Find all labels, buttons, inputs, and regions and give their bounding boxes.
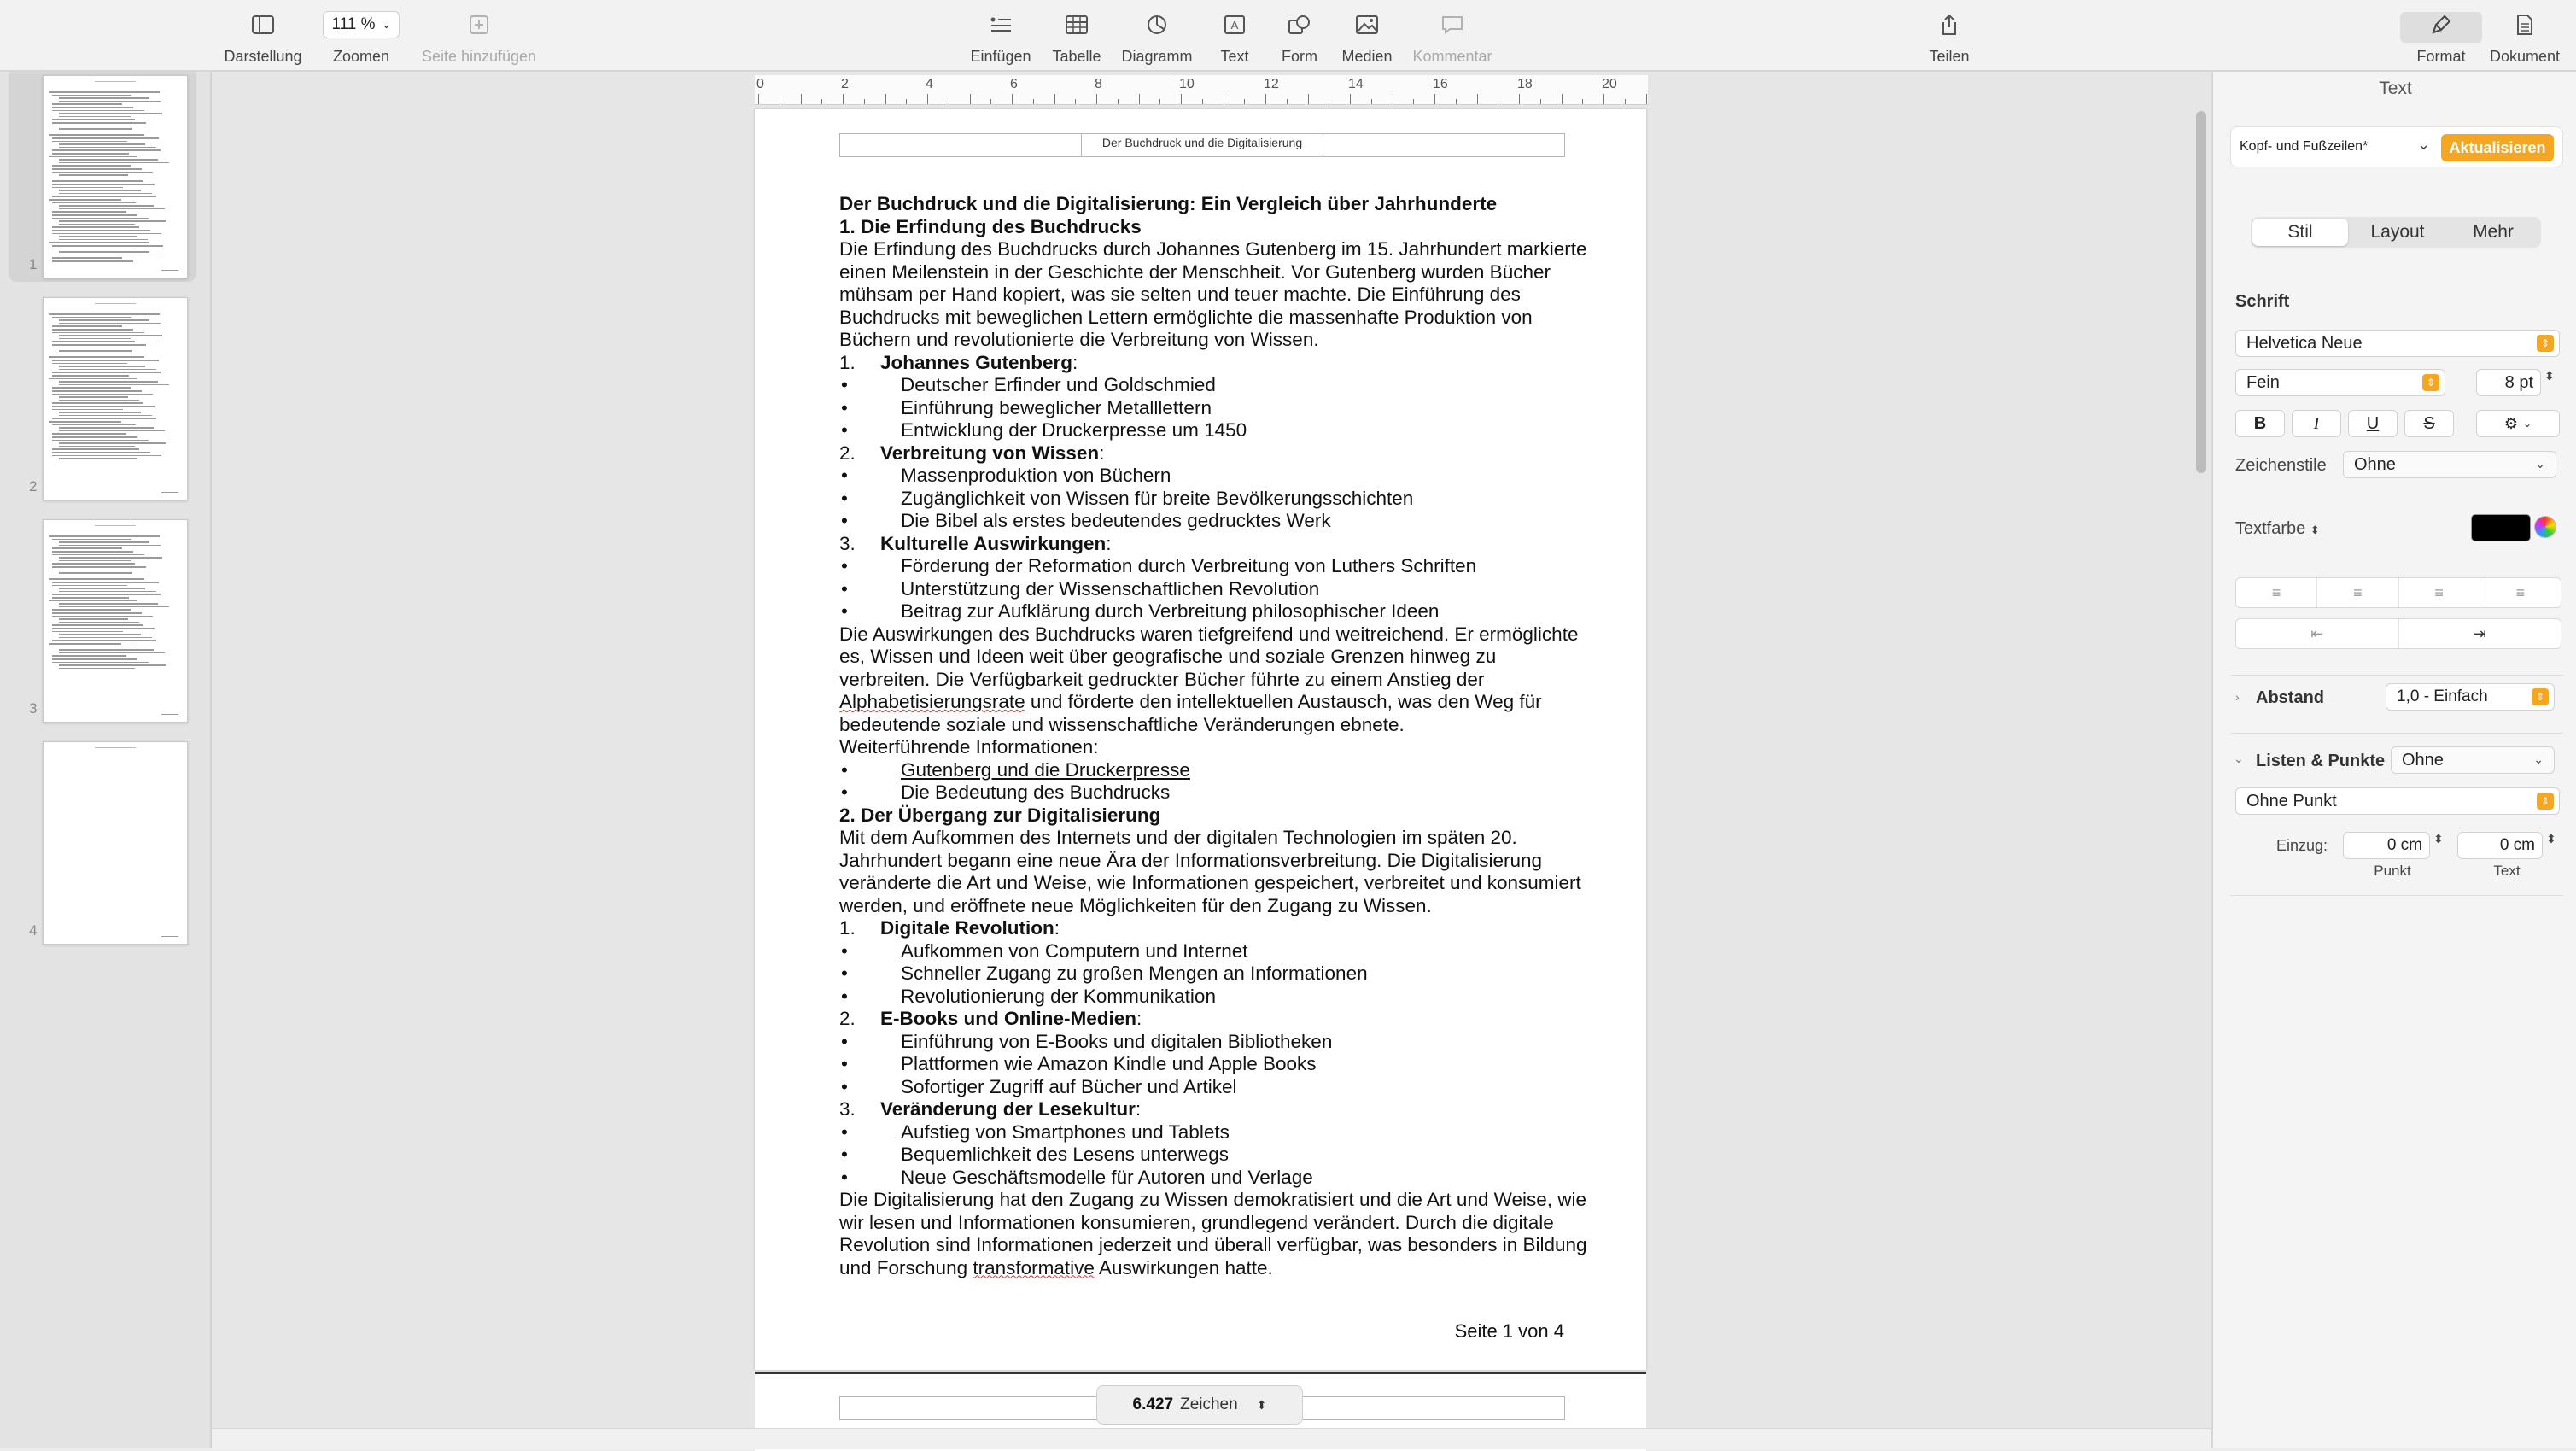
- ruler-tick: [1118, 99, 1119, 104]
- paragraph-style-value: Kopf- und Fußzeilen*: [2240, 139, 2369, 154]
- ruler-tick: [1562, 94, 1563, 104]
- ruler-label: 10: [1179, 77, 1195, 91]
- shape-label: Form: [1282, 48, 1317, 65]
- ruler-label: 8: [1095, 77, 1102, 91]
- list-item: • Beitrag zur Aufklärung durch Verbreitung philosophischer Ideen: [841, 600, 1440, 622]
- char-count: 6.427: [1132, 1395, 1174, 1413]
- inspector-tabs: [2251, 217, 2541, 248]
- list-item: • Sofortiger Zugriff auf Bücher und Artikel: [841, 1075, 1237, 1097]
- lists-label[interactable]: Listen & Punkte: [2256, 752, 2386, 770]
- hyperlink[interactable]: Gutenberg und die Druckerpresse: [901, 758, 1190, 781]
- align-left-icon[interactable]: ≡: [2236, 578, 2317, 607]
- list-item: 1. Digitale Revolution:: [839, 917, 1060, 939]
- table-icon: [1066, 10, 1088, 39]
- bullet-select[interactable]: [2235, 787, 2560, 815]
- gear-icon: ⚙: [2503, 414, 2519, 432]
- table-label: Tabelle: [1052, 48, 1101, 65]
- ruler-tick: [1139, 94, 1140, 104]
- ruler-tick: [1625, 99, 1626, 104]
- ruler-tick: [801, 94, 802, 104]
- align-center-icon[interactable]: ≡: [2317, 578, 2398, 607]
- char-styles-label: Zeichenstile: [2235, 456, 2327, 475]
- ruler-tick: [1477, 94, 1478, 104]
- spacing-value: 1,0 - Einfach: [2397, 687, 2488, 705]
- ruler-label: 0: [756, 77, 764, 91]
- paragraph: Die Digitalisierung hat den Zugang zu Wissen demokratisiert und die Art und Weise, wie wir lesen und Informationen konsumieren, grundlegend verändert. Durch die digitale Revolution sind Informationen jederzeit und überall verfügbar, was besonders in Bildung und Forschung transformative Auswirkungen hatte.: [839, 1189, 1587, 1278]
- chevron-right-icon[interactable]: ›: [2235, 690, 2240, 704]
- ruler-tick: [1012, 94, 1013, 104]
- list-item: • Aufstieg von Smartphones und Tablets: [841, 1120, 1230, 1143]
- view-label: Darstellung: [224, 48, 302, 65]
- popup-arrows-icon: ⇕: [2422, 374, 2439, 391]
- section-heading: 2. Der Übergang zur Digitalisierung: [839, 804, 1161, 826]
- chart-icon: [1147, 10, 1167, 39]
- list-item: • Deutscher Erfinder und Goldschmied: [841, 374, 1216, 395]
- char-styles-value: Ohne: [2354, 454, 2396, 474]
- ruler-tick: [906, 99, 907, 104]
- page-footer[interactable]: Seite 1 von 4: [1454, 1320, 1564, 1342]
- share-button[interactable]: [1885, 10, 2013, 66]
- comment-label: Kommentar: [1412, 48, 1492, 65]
- align-right-icon[interactable]: ≡: [2399, 578, 2480, 607]
- add-page-button[interactable]: [415, 10, 543, 66]
- ruler-label: 6: [1010, 77, 1018, 91]
- ruler-tick: [1159, 99, 1160, 104]
- popup-arrows-icon: ⇕: [2537, 793, 2554, 810]
- page-number: 4: [29, 922, 38, 939]
- insert-list-icon: [990, 10, 1012, 39]
- ruler-label: 18: [1517, 77, 1533, 91]
- bullet-value: Ohne Punkt: [2246, 791, 2337, 810]
- char-count-label: Zeichen: [1180, 1395, 1238, 1413]
- list-style-value: Ohne: [2402, 750, 2444, 769]
- paintbrush-icon: [2431, 10, 2451, 39]
- ruler-label: 12: [1264, 77, 1279, 91]
- ruler-tick: [1582, 99, 1583, 104]
- font-weight-value: Fein: [2246, 372, 2280, 392]
- header-text[interactable]: Der Buchdruck und die Digitalisierung: [1101, 136, 1303, 149]
- ruler-tick: [1646, 94, 1647, 104]
- text-color-well[interactable]: [2471, 514, 2531, 541]
- thumbnail-preview: [43, 297, 188, 500]
- comment-button[interactable]: [1388, 10, 1516, 66]
- ruler-tick: [1308, 94, 1309, 104]
- misspelled-word[interactable]: transformative: [973, 1256, 1095, 1278]
- ruler-tick: [1202, 99, 1203, 104]
- text-color-label[interactable]: Textfarbe ⬍: [2235, 519, 2320, 538]
- paragraph: Die Auswirkungen des Buchdrucks waren tiefgreifend und weitreichend. Er ermöglichte es, Wissen und Ideen weit über geografische und soziale Grenzen hinweg zu verbreiten. Die Verfügbarkeit gedruckter Bücher führte zu einem Anstieg der Alphabetisierungsrate und förderte den intellektuellen Austausch, was den Weg für bedeutende soziale und wissenschaftliche Veränderungen ebnete.: [839, 623, 1579, 735]
- ruler-label: 14: [1348, 77, 1364, 91]
- list-item: • Schneller Zugang zu großen Mengen an Informationen: [841, 962, 1368, 984]
- comment-icon: [1441, 10, 1463, 39]
- ruler-label: 20: [1602, 77, 1617, 91]
- sidebar-icon: [252, 10, 274, 39]
- inspector-title: Text: [2379, 79, 2412, 98]
- ruler-tick: [1265, 94, 1266, 104]
- document-title: Der Buchdruck und die Digitalisierung: Ein Vergleich über Jahrhunderte: [839, 193, 1498, 214]
- ruler-tick: [1075, 99, 1076, 104]
- font-section-label: Schrift: [2235, 292, 2290, 311]
- ruler-label: 2: [841, 77, 849, 91]
- ruler-tick: [927, 94, 928, 104]
- list-item: 3. Veränderung der Lesekultur:: [839, 1098, 1142, 1120]
- indent-point-stepper[interactable]: ⬍: [2433, 832, 2444, 845]
- horizontal-ruler[interactable]: [755, 75, 1648, 105]
- advanced-options-button[interactable]: [2476, 410, 2560, 437]
- indent-point-value: 0 cm: [2386, 836, 2422, 854]
- paragraph-style-selector[interactable]: [2230, 126, 2563, 167]
- media-label: Medien: [1341, 48, 1393, 65]
- color-wheel-icon[interactable]: [2534, 516, 2556, 538]
- page-thumbnail-3[interactable]: [9, 512, 196, 726]
- ruler-tick: [1413, 99, 1414, 104]
- share-label: Teilen: [1929, 48, 1970, 65]
- popup-arrows-icon: ⇕: [2532, 688, 2549, 705]
- list-item: • Aufkommen von Computern und Internet: [841, 939, 1248, 962]
- font-size-stepper[interactable]: ⬍: [2544, 369, 2555, 383]
- list-item: • Entwicklung der Druckerpresse um 1450: [841, 419, 1247, 441]
- list-item: • Die Bibel als erstes bedeutendes gedrucktes Werk: [841, 510, 1331, 531]
- spacing-select[interactable]: [2386, 683, 2555, 711]
- insert-label: Einfügen: [970, 48, 1031, 65]
- indent-point-field[interactable]: [2343, 832, 2430, 859]
- further-info-label: Weiterführende Informationen:: [839, 736, 1099, 758]
- ruler-tick: [758, 94, 759, 104]
- font-weight-select[interactable]: [2235, 369, 2445, 396]
- bold-button[interactable]: B: [2235, 410, 2285, 437]
- share-icon: [1940, 10, 1959, 39]
- list-item: • Einführung von E-Books und digitalen Bibliotheken: [841, 1030, 1333, 1052]
- tab-layout[interactable]: Layout: [2370, 222, 2425, 242]
- ruler-label: 4: [926, 77, 933, 91]
- indent-text-label: Text: [2493, 863, 2521, 879]
- paragraph: Mit dem Aufkommen des Internets und der digitalen Technologien im späten 20. Jahrhundert begann eine neue Ära der Informationsverbreitung. Die Digitalisierung veränderte die Art und Weise, wie Informationen gespeichert, verbreitet und konsumiert werden, und eröffnete neue Möglichkeiten für den Zugang zu Wissen.: [839, 827, 1581, 916]
- list-item: • Massenproduktion von Büchern: [841, 465, 1171, 486]
- align-justify-icon[interactable]: ≡: [2515, 583, 2526, 601]
- text-label: Text: [1220, 48, 1249, 65]
- alignment-buttons: [2235, 577, 2561, 608]
- horizontal-scrollbar[interactable]: [212, 1428, 2211, 1449]
- section-heading: 1. Die Erfindung des Buchdrucks: [839, 215, 1142, 237]
- font-family-value: Helvetica Neue: [2246, 333, 2363, 353]
- ruler-tick: [1287, 99, 1288, 104]
- text-style-buttons: [2235, 410, 2454, 437]
- italic-button[interactable]: I: [2292, 410, 2341, 437]
- ruler-tick: [864, 99, 865, 104]
- decrease-indent-icon[interactable]: ⇤: [2236, 619, 2399, 648]
- chevron-down-icon: ⌄: [2535, 457, 2545, 471]
- strikethrough-button[interactable]: S: [2404, 410, 2454, 437]
- increase-indent-icon[interactable]: ⇥: [2473, 624, 2486, 642]
- indent-buttons: [2235, 618, 2561, 649]
- chevron-down-icon: ⌄: [2533, 752, 2544, 766]
- vertical-scrollbar[interactable]: [2196, 111, 2206, 473]
- word-count-control[interactable]: [1096, 1385, 1303, 1425]
- add-page-icon: [470, 10, 488, 39]
- popup-arrows-icon: ⇕: [2537, 335, 2554, 352]
- tab-more[interactable]: Mehr: [2473, 222, 2514, 242]
- page-thumbnail-1[interactable]: [9, 68, 196, 282]
- list-item: • Förderung der Reformation durch Verbreitung von Luthers Schriften: [841, 555, 1477, 576]
- thumbnail-preview: [43, 75, 188, 278]
- ruler-tick: [1456, 99, 1457, 104]
- add-page-label: Seite hinzufügen: [421, 48, 537, 65]
- ruler-tick: [1434, 94, 1435, 104]
- list-item: 2. Verbreitung von Wissen:: [839, 442, 1105, 464]
- document-body[interactable]: [839, 193, 1591, 1279]
- zoom-label: Zoomen: [332, 48, 390, 65]
- ruler-tick: [885, 94, 886, 104]
- ruler-tick: [1519, 94, 1520, 104]
- ruler-tick: [843, 94, 844, 104]
- list-item: • Einführung beweglicher Metalllettern: [841, 396, 1212, 418]
- list-item: 1. Johannes Gutenberg:: [839, 351, 1078, 373]
- list-item: • Plattformen wie Amazon Kindle und Apple Books: [841, 1053, 1317, 1074]
- list-item: • Bequemlichkeit des Lesens unterwegs: [841, 1144, 1229, 1165]
- list-item: • Unterstützung der Wissenschaftlichen Revolution: [841, 577, 1320, 600]
- document-page[interactable]: [755, 109, 1646, 1370]
- document-label: Dokument: [2489, 48, 2561, 65]
- document-icon: [2516, 10, 2533, 39]
- indent-text-value: 0 cm: [2499, 836, 2535, 854]
- ruler-label: 16: [1433, 77, 1448, 91]
- zoom-control[interactable]: [297, 10, 425, 66]
- ruler-tick: [1371, 99, 1372, 104]
- ruler-tick: [990, 99, 991, 104]
- font-family-select[interactable]: [2235, 330, 2560, 357]
- font-size-value: 8 pt: [2504, 372, 2533, 392]
- header-field[interactable]: [839, 133, 1565, 157]
- indent-text-stepper[interactable]: ⬍: [2546, 832, 2556, 845]
- chevron-down-icon: ⌄: [382, 19, 391, 31]
- font-size-field[interactable]: [2476, 369, 2541, 396]
- format-inspector: [2211, 72, 2576, 1448]
- toolbar: [0, 0, 2576, 72]
- list-item: • Die Bedeutung des Buchdrucks: [841, 781, 1171, 803]
- thumbnail-preview: [43, 519, 188, 723]
- indent-text-field[interactable]: [2457, 832, 2543, 859]
- stepper-icon: ⬍: [2310, 524, 2320, 536]
- misspelled-word[interactable]: Alphabetisierungsrate: [839, 691, 1025, 712]
- ruler-tick: [1096, 94, 1097, 104]
- tab-style[interactable]: Stil: [2252, 219, 2348, 246]
- ruler-tick: [821, 99, 822, 104]
- ruler-tick: [1540, 99, 1541, 104]
- list-item: 2. E-Books und Online-Medien:: [839, 1008, 1142, 1029]
- list-style-select[interactable]: [2391, 746, 2555, 774]
- char-styles-select[interactable]: [2343, 451, 2556, 478]
- spacing-label[interactable]: Abstand: [2256, 688, 2324, 707]
- ruler-tick: [970, 94, 971, 104]
- ruler-tick: [1244, 99, 1245, 104]
- list-item: 3. Kulturelle Auswirkungen:: [839, 532, 1112, 554]
- image-icon: [1356, 10, 1378, 39]
- page-number: 1: [29, 256, 38, 272]
- document-button[interactable]: [2461, 10, 2576, 66]
- ruler-tick: [1350, 94, 1351, 104]
- svg-text:A: A: [1230, 19, 1239, 32]
- page-thumbnail-sidebar: [0, 0, 212, 1448]
- list-item: • Neue Geschäftsmodelle für Autoren und Verlage: [841, 1166, 1313, 1188]
- ruler-tick: [1054, 94, 1055, 104]
- page-number: 2: [29, 478, 38, 494]
- paragraph: Die Erfindung des Buchdrucks durch Johannes Gutenberg im 15. Jahrhundert markierte einen Meilenstein in der Geschichte der Menschheit. Vor Gutenberg wurden Bücher mühsam per Hand kopiert, was sie selten und teuer machte. Die Einführung des Buchdrucks mit beweglichen Lettern ermöglichte die massenhafte Produktion von Büchern und revolutionierte die Verbreitung von Wissen.: [839, 238, 1587, 350]
- chevron-down-icon: ⌄: [2417, 136, 2431, 153]
- indent-point-label: Punkt: [2374, 863, 2411, 879]
- stepper-icon: ⬍: [1256, 1397, 1267, 1412]
- zoom-value: 111 %: [331, 15, 376, 33]
- page-thumbnail-4[interactable]: [9, 734, 196, 948]
- chevron-down-icon: ⌄: [2523, 418, 2532, 430]
- list-item: • Gutenberg und die Druckerpresse: [841, 758, 1190, 781]
- underline-button[interactable]: U: [2348, 410, 2398, 437]
- page-thumbnail-2[interactable]: [9, 290, 196, 504]
- list-item: • Zugänglichkeit von Wissen für breite Bevölkerungsschichten: [841, 487, 1414, 509]
- ruler-tick: [1603, 94, 1604, 104]
- update-style-button[interactable]: Aktualisieren: [2441, 134, 2554, 161]
- chevron-down-icon[interactable]: ⌄: [2234, 752, 2244, 765]
- list-item: • Revolutionierung der Kommunikation: [841, 985, 1216, 1007]
- ruler-tick: [1181, 94, 1182, 104]
- indent-label: Einzug:: [2276, 837, 2328, 854]
- format-label: Format: [2416, 48, 2466, 65]
- thumbnail-preview: [43, 741, 188, 945]
- page-number: 3: [29, 700, 38, 717]
- chart-label: Diagramm: [1121, 48, 1193, 65]
- ruler-tick: [1033, 99, 1034, 104]
